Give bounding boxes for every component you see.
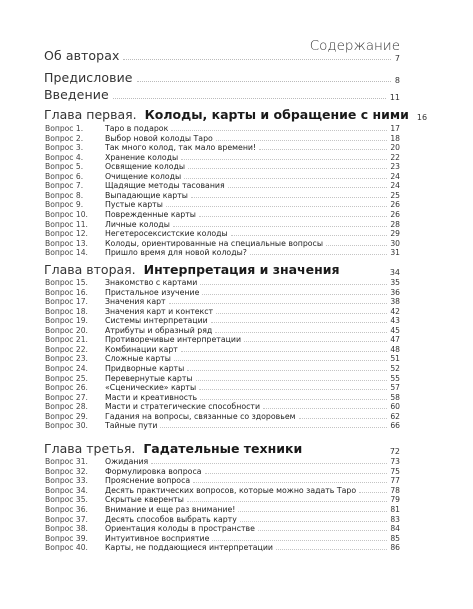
toc-entry (44, 71, 400, 85)
question-title: Масти и креативность (105, 392, 198, 402)
question-number: Вопрос 38. (45, 524, 88, 534)
question-page: 26 (390, 209, 400, 219)
question-title: Хранение колоды (105, 152, 179, 162)
question-page: 28 (390, 219, 400, 229)
leader-dots (169, 303, 388, 304)
leader-dots (188, 168, 387, 169)
question-page: 66 (390, 421, 400, 431)
question-number: Вопрос 22. (45, 344, 88, 354)
question-row (45, 228, 400, 238)
question-title: Карты, не поддающиеся интерпретации (105, 543, 274, 553)
entry-title: Об авторах (44, 48, 120, 63)
question-row (45, 219, 400, 229)
question-number: Вопрос 31. (45, 457, 88, 466)
question-row (45, 190, 400, 200)
question-row (45, 485, 400, 495)
question-row (45, 171, 400, 181)
question-page: 36 (390, 287, 400, 297)
question-page: 60 (390, 402, 400, 412)
question-number: Вопрос 14. (45, 248, 88, 258)
question-row (45, 315, 400, 325)
question-page: 29 (390, 229, 400, 239)
leader-dots (258, 530, 387, 531)
question-row (45, 411, 400, 421)
question-page: 30 (390, 238, 400, 248)
question-row (45, 382, 400, 392)
question-page: 79 (390, 495, 400, 505)
question-page: 83 (390, 514, 400, 524)
chapter-heading (44, 263, 400, 277)
question-row (45, 456, 400, 466)
leader-dots (299, 418, 388, 419)
question-page: 45 (390, 325, 400, 335)
question-number: Вопрос 18. (45, 306, 88, 316)
question-page: 24 (390, 171, 400, 181)
leader-dots (199, 389, 387, 390)
leader-dots (216, 140, 388, 141)
question-number: Вопрос 20. (45, 325, 88, 335)
question-title: Масти и стратегические способности (105, 402, 261, 412)
question-page: 26 (390, 200, 400, 210)
question-row (45, 296, 400, 306)
question-number: Вопрос 19. (45, 316, 88, 326)
entry-page: 11 (389, 93, 400, 102)
question-row (45, 238, 400, 248)
question-title: Тайные пути (105, 421, 158, 431)
question-page: 47 (390, 335, 400, 345)
leader-dots (113, 98, 386, 99)
leader-dots (200, 284, 387, 285)
question-number: Вопрос 4. (45, 152, 84, 162)
question-row (45, 353, 400, 363)
question-row (45, 494, 400, 504)
question-row (45, 133, 400, 143)
leader-dots (151, 463, 387, 464)
question-number: Вопрос 29. (45, 411, 88, 421)
toc-entry (44, 49, 400, 63)
leader-dots (171, 130, 387, 131)
question-page: 73 (390, 457, 400, 466)
leader-dots (191, 197, 387, 198)
leader-dots (228, 187, 388, 188)
question-row (45, 247, 400, 257)
question-number: Вопрос 21. (45, 335, 88, 345)
question-title: Атрибуты и образный ряд (105, 325, 213, 335)
question-number: Вопрос 2. (45, 133, 84, 143)
question-page: 17 (390, 124, 400, 133)
question-number: Вопрос 26. (45, 383, 88, 393)
question-row (45, 161, 400, 171)
question-number: Вопрос 33. (45, 476, 88, 486)
leader-dots (193, 482, 387, 483)
leader-dots (173, 226, 387, 227)
question-title: Пристальное изучение (105, 287, 200, 297)
question-page: 52 (390, 363, 400, 373)
question-number: Вопрос 13. (45, 238, 88, 248)
question-title: Значения карт (105, 297, 166, 307)
question-title: «Сценические» карты (105, 383, 197, 393)
question-title: Гадания на вопросы, связанные со здоровьем (105, 411, 296, 421)
question-title: Значения карт и контекст (105, 306, 214, 316)
leader-dots (359, 492, 387, 493)
question-row (45, 152, 400, 162)
question-row (45, 363, 400, 373)
question-number: Вопрос 28. (45, 402, 88, 412)
leader-dots (240, 521, 387, 522)
leader-dots (205, 473, 388, 474)
question-title: Освящение колоды (105, 162, 186, 172)
question-title: Поврежденные карты (105, 209, 196, 219)
question-page: 31 (390, 248, 400, 258)
question-row (45, 199, 400, 209)
leader-dots (250, 254, 387, 255)
chapter-label: Глава третья. (44, 441, 136, 456)
question-title: Скрытые кверенты (105, 495, 184, 505)
leader-dots (123, 59, 390, 60)
question-number: Вопрос 27. (45, 392, 88, 402)
question-row (45, 373, 400, 383)
question-number: Вопрос 30. (45, 421, 88, 431)
question-row (45, 523, 400, 533)
question-row (45, 514, 400, 524)
question-number: Вопрос 6. (45, 171, 84, 181)
entry-title: Введение (44, 87, 109, 102)
leader-dots (215, 332, 387, 333)
question-page: 38 (390, 297, 400, 307)
leader-dots (216, 313, 387, 314)
question-number: Вопрос 5. (45, 162, 84, 172)
chapter-label: Глава первая. (44, 107, 137, 122)
question-title: Противоречивые интерпретации (105, 335, 242, 345)
entry-page: 8 (394, 76, 400, 85)
question-title: Пустые карты (105, 200, 163, 210)
leader-dots (263, 408, 387, 409)
question-row (45, 142, 400, 152)
question-page: 78 (390, 485, 400, 495)
question-row (45, 277, 400, 287)
question-page: 84 (390, 524, 400, 534)
question-number: Вопрос 35. (45, 495, 88, 505)
question-page: 43 (390, 316, 400, 326)
question-number: Вопрос 3. (45, 143, 84, 153)
leader-dots (187, 501, 387, 502)
question-title: Ожидания (105, 457, 149, 466)
question-title: Ориентация колоды в пространстве (105, 524, 255, 534)
question-title: Придворные карты (105, 363, 185, 373)
question-number: Вопрос 12. (45, 229, 88, 239)
question-title: Прояснение вопроса (105, 476, 191, 486)
question-number: Вопрос 36. (45, 505, 88, 514)
question-page: 20 (390, 143, 400, 153)
leader-dots (184, 178, 387, 179)
chapter-title: Гадательные техники (143, 441, 303, 456)
question-title: Перевернутые карты (105, 373, 193, 383)
question-page: 42 (390, 306, 400, 316)
question-row (45, 392, 400, 402)
question-number: Вопрос 23. (45, 354, 88, 364)
question-title: Формулировка вопроса (105, 466, 202, 476)
leader-dots (166, 206, 387, 207)
question-row (45, 306, 400, 316)
question-title: Сложные карты (105, 354, 171, 364)
question-number: Вопрос 32. (45, 466, 88, 476)
question-page: 86 (390, 543, 400, 553)
question-number: Вопрос 16. (45, 287, 88, 297)
question-page: 18 (390, 133, 400, 143)
chapter-page: 16 (416, 113, 428, 122)
question-title: Пришло время для новой колоды? (105, 248, 247, 258)
question-row (45, 504, 400, 514)
question-title: Комбинации карт (105, 344, 178, 354)
leader-dots (244, 341, 387, 342)
question-row (45, 466, 400, 476)
question-number: Вопрос 11. (45, 219, 88, 229)
question-title: Личные колоды (105, 219, 170, 229)
question-number: Вопрос 17. (45, 297, 88, 307)
question-row (45, 123, 400, 133)
question-page: 57 (390, 383, 400, 393)
question-number: Вопрос 37. (45, 514, 88, 524)
question-number: Вопрос 7. (45, 181, 84, 191)
page-title: Содержание (309, 38, 400, 54)
question-title: Колоды, ориентированные на специальные вопросы (105, 238, 323, 248)
question-row (45, 542, 400, 552)
leader-dots (276, 549, 387, 550)
leader-dots (259, 149, 387, 150)
question-row (45, 334, 400, 344)
question-title: Щадящие методы тасования (105, 181, 225, 191)
question-row (45, 533, 400, 543)
question-page: 62 (390, 411, 400, 421)
question-title: Внимание и еще раз внимание! (105, 505, 236, 514)
leader-dots (187, 370, 387, 371)
question-row (45, 180, 400, 190)
question-title: Системы интерпретации (105, 316, 208, 326)
leader-dots (231, 235, 388, 236)
leader-dots (238, 511, 387, 512)
question-row (45, 401, 400, 411)
question-number: Вопрос 39. (45, 533, 88, 543)
question-page: 51 (390, 354, 400, 364)
chapter-label: Глава вторая. (44, 262, 136, 277)
question-number: Вопрос 8. (45, 190, 84, 200)
question-row (45, 325, 400, 335)
entry-page: 7 (394, 54, 400, 63)
question-page: 77 (390, 476, 400, 486)
question-title: Выбор новой колоды Таро (105, 133, 213, 143)
question-row (45, 344, 400, 354)
leader-dots (174, 360, 387, 361)
question-page: 85 (390, 533, 400, 543)
leader-dots (211, 322, 388, 323)
question-number: Вопрос 40. (45, 543, 88, 553)
chapter-title: Интерпретация и значения (143, 262, 340, 277)
leader-dots (181, 351, 387, 352)
question-title: Очищение колоды (105, 171, 182, 181)
question-title: Десять практических вопросов, которые можно задать Таро (105, 485, 357, 495)
question-page: 81 (390, 505, 400, 514)
question-number: Вопрос 34. (45, 485, 88, 495)
question-page: 58 (390, 392, 400, 402)
question-title: Десять способов выбрать карту (105, 514, 237, 524)
question-page: 75 (390, 466, 400, 476)
toc-entry (44, 88, 400, 102)
question-number: Вопрос 25. (45, 373, 88, 383)
question-number: Вопрос 9. (45, 200, 84, 210)
chapter-title: Колоды, карты и обращение с ними (144, 107, 409, 122)
question-number: Вопрос 10. (45, 209, 88, 219)
question-number: Вопрос 24. (45, 363, 88, 373)
question-row (45, 475, 400, 485)
question-title: Знакомство с картами (105, 278, 198, 287)
question-page: 25 (390, 190, 400, 200)
question-page: 23 (390, 162, 400, 172)
question-row (45, 420, 400, 430)
leader-dots (326, 245, 387, 246)
leader-dots (200, 399, 387, 400)
question-row (45, 287, 400, 297)
question-page: 48 (390, 344, 400, 354)
question-title: Интуитивное восприятие (105, 533, 210, 543)
leader-dots (199, 216, 387, 217)
question-number: Вопрос 15. (45, 278, 88, 287)
leader-dots (212, 540, 387, 541)
leader-dots (181, 159, 387, 160)
chapter-page: 34 (389, 268, 400, 277)
question-title: Таро в подарок (105, 124, 169, 133)
question-title: Негетеросексистские колоды (105, 229, 228, 239)
question-page: 35 (390, 278, 400, 287)
question-title: Выпадающие карты (105, 190, 188, 200)
leader-dots (202, 294, 387, 295)
question-number: Вопрос 1. (45, 124, 84, 133)
leader-dots (160, 427, 387, 428)
question-page: 22 (390, 152, 400, 162)
leader-dots (196, 380, 388, 381)
chapter-page: 72 (389, 447, 400, 456)
leader-dots (137, 81, 391, 82)
chapter-heading (44, 107, 428, 122)
chapter-heading (44, 442, 400, 456)
entry-title: Предисловие (44, 70, 133, 85)
question-row (45, 209, 400, 219)
question-page: 24 (390, 181, 400, 191)
question-title: Так много колод, так мало времени! (105, 143, 257, 153)
question-page: 55 (390, 373, 400, 383)
